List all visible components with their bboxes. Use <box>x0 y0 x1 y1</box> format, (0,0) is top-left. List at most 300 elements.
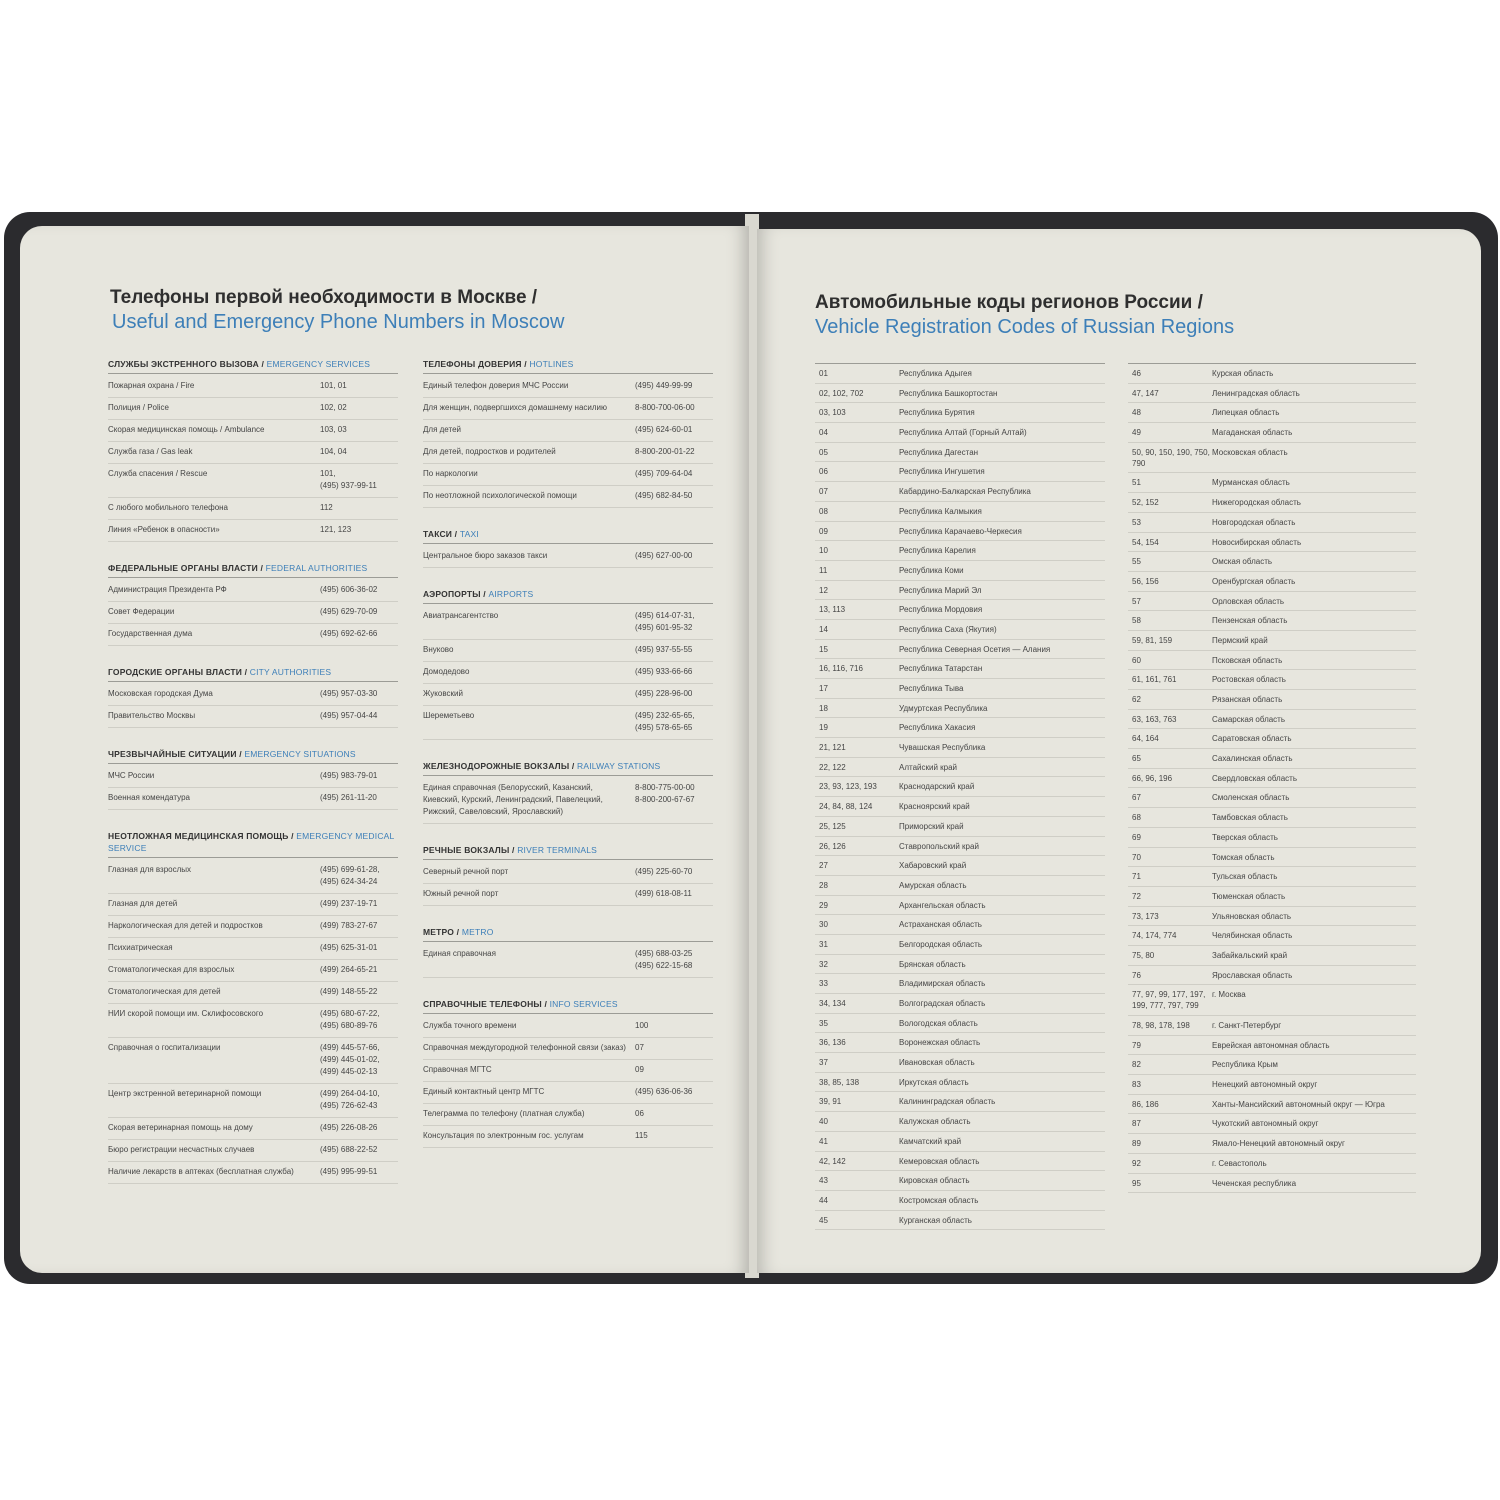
section-heading-ru: СПРАВОЧНЫЕ ТЕЛЕФОНЫ <box>423 999 542 1009</box>
service-name: Единая справочная (Белорусский, Казанский, Киевский, Курский, Ленинградский, Павелецкий, Рижский, Савеловский, Ярославский) <box>423 783 603 816</box>
section-heading-en: RIVER TERMINALS <box>517 845 598 855</box>
region-code-row <box>815 994 1105 1014</box>
phone-number: 100 <box>635 1021 649 1030</box>
region-code: 57 <box>1132 596 1141 606</box>
region-name: Владимирская область <box>899 979 986 989</box>
section-heading-separator: / <box>236 749 245 759</box>
phone-number: (495) 692-62-66 <box>320 629 378 638</box>
directory-row <box>108 1084 398 1118</box>
region-name: Алтайский край <box>899 762 958 772</box>
service-name: Администрация Президента РФ <box>108 585 227 594</box>
region-name: Республика Карелия <box>899 546 976 556</box>
phone-numbers <box>320 964 398 976</box>
directory-row <box>108 938 398 960</box>
region-code-row <box>815 738 1105 758</box>
phone-numbers <box>635 468 713 480</box>
region-name: Самарская область <box>1212 714 1286 724</box>
service-name: Телеграмма по телефону (платная служба) <box>423 1109 585 1118</box>
phone-number: (495) 957-04-44 <box>320 711 378 720</box>
service-name: НИИ скорой помощи им. Склифосовского <box>108 1009 264 1018</box>
phone-number: (495) 606-36-02 <box>320 585 378 594</box>
service-name: Стоматологическая для детей <box>108 987 221 996</box>
phone-numbers <box>320 606 398 618</box>
region-name: Ивановская область <box>899 1058 975 1068</box>
region-name: Республика Коми <box>899 565 964 575</box>
region-code-row <box>1128 552 1416 572</box>
directory-section <box>423 358 713 508</box>
region-code-row <box>815 777 1105 797</box>
region-code: 38, 85, 138 <box>819 1077 860 1087</box>
region-name: Рязанская область <box>1212 695 1283 704</box>
region-name: Республика Тыва <box>899 684 964 693</box>
region-name: Тамбовская область <box>1212 813 1288 823</box>
region-code: 65 <box>1132 754 1141 764</box>
region-codes-column-1 <box>815 363 1105 1230</box>
region-code: 17 <box>819 684 828 693</box>
region-code-row <box>815 364 1105 384</box>
region-code: 46 <box>1132 369 1141 378</box>
region-name: Кабардино-Балкарская Республика <box>899 487 1031 497</box>
directory-row <box>423 684 713 706</box>
phone-number: 06 <box>635 1109 644 1118</box>
directory-row <box>423 1038 713 1060</box>
region-name: Оренбургская область <box>1212 576 1296 586</box>
region-name: Волгоградская область <box>899 999 986 1008</box>
region-code-row <box>1128 867 1416 887</box>
region-name: Липецкая область <box>1212 408 1280 418</box>
region-codes-column-2 <box>1128 363 1416 1193</box>
region-name: Чукотский автономный округ <box>1212 1119 1319 1129</box>
region-name: Тюменская область <box>1212 891 1286 901</box>
region-name: Ненецкий автономный округ <box>1212 1080 1318 1090</box>
region-code-row <box>1128 631 1416 651</box>
region-name: Сахалинская область <box>1212 754 1293 764</box>
section-heading-ru: НЕОТЛОЖНАЯ МЕДИЦИНСКАЯ ПОМОЩЬ <box>108 831 289 841</box>
section-heading-en: FEDERAL AUTHORITIES <box>265 563 368 573</box>
region-code: 11 <box>819 565 828 575</box>
region-code-row <box>815 817 1105 837</box>
phone-number: 104, 04 <box>320 447 347 456</box>
section-heading-separator: / <box>257 563 266 573</box>
phone-number: (495) 627-00-00 <box>635 551 693 560</box>
section-heading <box>108 830 398 858</box>
region-code-row <box>1128 572 1416 592</box>
phone-number: 102, 02 <box>320 403 347 412</box>
region-code-row <box>815 1211 1105 1231</box>
section-heading-en: METRO <box>461 927 494 937</box>
service-name: Московская городская Дума <box>108 689 213 698</box>
directory-section <box>423 926 713 978</box>
directory-row <box>108 916 398 938</box>
directory-row <box>108 420 398 442</box>
section-heading <box>423 528 713 544</box>
region-name: Еврейская автономная область <box>1212 1040 1330 1050</box>
region-code: 43 <box>819 1176 828 1186</box>
phone-number: (499) 445-02-13 <box>320 1067 378 1076</box>
region-code-row <box>1128 1154 1416 1174</box>
region-code: 60 <box>1132 655 1141 665</box>
region-code: 51 <box>1132 478 1141 488</box>
phone-number: (495) 680-89-76 <box>320 1021 378 1030</box>
region-code: 56, 156 <box>1132 576 1159 586</box>
region-name: Республика Марий Эл <box>899 585 982 595</box>
phone-number: (495) 933-66-66 <box>635 667 693 676</box>
region-code-row <box>1128 848 1416 868</box>
phone-number: 101, 01 <box>320 381 347 390</box>
phone-numbers <box>635 644 713 656</box>
region-name: Чувашская Республика <box>899 743 986 753</box>
region-code-row <box>815 955 1105 975</box>
region-code-row <box>815 758 1105 778</box>
directory-row <box>108 1038 398 1084</box>
region-name: Ставропольский край <box>899 841 979 851</box>
section-heading-en: EMERGENCY MEDICAL SERVICE <box>108 831 395 853</box>
phone-numbers <box>320 1144 398 1156</box>
region-name: Курганская область <box>899 1215 972 1225</box>
region-code-row <box>815 640 1105 660</box>
region-code: 52, 152 <box>1132 498 1159 508</box>
region-code-row <box>1128 966 1416 986</box>
service-name: Линия «Ребенок в опасности» <box>108 525 220 534</box>
region-code: 22, 122 <box>819 762 846 772</box>
directory-row <box>423 1082 713 1104</box>
phone-numbers <box>635 610 713 634</box>
region-code: 29 <box>819 900 828 910</box>
phone-numbers <box>635 490 713 502</box>
directory-row <box>423 706 713 740</box>
region-code: 08 <box>819 506 828 516</box>
region-name: Томская область <box>1212 852 1275 862</box>
region-code-row <box>815 482 1105 502</box>
phone-number: (499) 264-04-10, <box>320 1089 380 1098</box>
phone-numbers <box>635 1086 713 1098</box>
directory-row <box>108 1118 398 1140</box>
region-code-row <box>1128 473 1416 493</box>
region-code-row <box>815 600 1105 620</box>
directory-row <box>423 486 713 508</box>
region-code-row <box>1128 1114 1416 1134</box>
phone-number: (495) 726-62-43 <box>320 1101 378 1110</box>
directory-row <box>108 860 398 894</box>
phone-numbers <box>635 710 713 734</box>
region-name: Саратовская область <box>1212 734 1292 744</box>
region-code-row <box>815 384 1105 404</box>
phone-number: (495) 232-65-65, <box>635 711 695 720</box>
phone-number: (495) 699-61-28, <box>320 865 380 874</box>
phone-numbers <box>320 688 398 700</box>
region-name: Кировская область <box>899 1176 970 1186</box>
region-code: 78, 98, 178, 198 <box>1132 1021 1190 1030</box>
region-code: 54, 154 <box>1132 537 1159 547</box>
region-name: Астраханская область <box>899 920 982 930</box>
phone-number: (495) 688-22-52 <box>320 1145 378 1154</box>
directory-section <box>108 562 398 646</box>
region-name: Удмуртская Республика <box>899 703 988 713</box>
region-code-row <box>815 797 1105 817</box>
phone-number: 121, 123 <box>320 525 352 534</box>
region-name: Пензенская область <box>1212 616 1288 626</box>
region-name: Республика Северная Осетия — Алания <box>899 644 1051 654</box>
region-name: Республика Калмыкия <box>899 506 982 516</box>
region-code-row <box>815 856 1105 876</box>
directory-row <box>108 960 398 982</box>
region-name: Кемеровская область <box>899 1156 980 1166</box>
service-name: Центральное бюро заказов такси <box>423 551 548 560</box>
region-code: 10 <box>819 546 828 556</box>
region-name: г. Москва <box>1212 990 1246 1000</box>
region-name: Ярославская область <box>1212 970 1293 980</box>
service-name: Пожарная охрана / Fire <box>108 381 195 390</box>
section-heading-separator: / <box>541 999 550 1009</box>
region-code: 47, 147 <box>1132 388 1159 398</box>
section-heading-en: INFO SERVICES <box>549 999 618 1009</box>
region-name: Тульская область <box>1212 872 1278 882</box>
region-code: 03, 103 <box>819 408 846 418</box>
region-code-row <box>815 659 1105 679</box>
section-heading-ru: ГОРОДСКИЕ ОРГАНЫ ВЛАСТИ <box>108 667 243 677</box>
phone-number: (495) 614-07-31, <box>635 611 695 620</box>
directory-row <box>108 1162 398 1184</box>
phone-numbers <box>320 1042 398 1078</box>
service-name: Для детей <box>423 425 461 434</box>
region-code-row <box>815 679 1105 699</box>
phone-numbers <box>320 920 398 932</box>
region-code: 95 <box>1132 1178 1141 1188</box>
left-page-title-ru: Телефоны первой необходимости в Москве / <box>110 287 538 308</box>
region-code: 89 <box>1132 1139 1141 1149</box>
region-code-row <box>1128 907 1416 927</box>
phone-numbers <box>635 1130 713 1142</box>
service-name: Служба точного времени <box>423 1021 517 1030</box>
region-code: 06 <box>819 467 828 477</box>
region-name: Пермский край <box>1212 635 1268 645</box>
phone-numbers <box>320 524 398 536</box>
region-code-row <box>815 423 1105 443</box>
service-name: Глазная для детей <box>108 899 178 908</box>
directory-row <box>108 706 398 728</box>
region-code: 71 <box>1132 872 1141 882</box>
region-name: Магаданская область <box>1212 428 1293 438</box>
region-name: Республика Хакасия <box>899 723 976 733</box>
service-name: Справочная о госпитализации <box>108 1043 221 1052</box>
region-name: Ульяновская область <box>1212 911 1292 921</box>
region-code-row <box>1128 710 1416 730</box>
service-name: Скорая ветеринарная помощь на дому <box>108 1123 253 1132</box>
directory-row <box>108 442 398 464</box>
region-code-row <box>1128 690 1416 710</box>
service-name: Служба газа / Gas leak <box>108 447 193 456</box>
region-code: 77, 97, 99, 177, 197, 199, 777, 797, 799 <box>1132 990 1206 1011</box>
phone-numbers <box>635 1042 713 1054</box>
service-name: Жуковский <box>423 689 463 698</box>
region-code: 87 <box>1132 1119 1141 1129</box>
service-name: Единый контактный центр МГТС <box>423 1087 545 1096</box>
section-heading-en: EMERGENCY SERVICES <box>266 359 371 369</box>
service-name: Справочная междугородной телефонной связи (заказ) <box>423 1043 626 1052</box>
phone-numbers <box>320 446 398 458</box>
region-code-row <box>815 522 1105 542</box>
region-code: 14 <box>819 624 828 634</box>
region-code-row <box>815 1053 1105 1073</box>
phone-number: 8-800-700-06-00 <box>635 403 695 412</box>
section-heading-en: RAILWAY STATIONS <box>577 761 661 771</box>
phone-number: 8-800-200-67-67 <box>635 795 695 804</box>
phone-number: (495) 682-84-50 <box>635 491 693 500</box>
section-heading-ru: ТЕЛЕФОНЫ ДОВЕРИЯ <box>423 359 522 369</box>
region-name: Курская область <box>1212 369 1274 378</box>
region-code: 86, 186 <box>1132 1099 1159 1109</box>
directory-row <box>108 520 398 542</box>
region-code: 26, 126 <box>819 841 846 851</box>
phone-numbers <box>635 948 713 972</box>
region-code: 27 <box>819 861 828 871</box>
region-code: 23, 93, 123, 193 <box>819 782 877 792</box>
region-name: Челябинская область <box>1212 931 1293 941</box>
region-name: Камчатский край <box>899 1136 962 1146</box>
phone-number: (499) 237-19-71 <box>320 899 378 908</box>
phone-number: (495) 228-96-00 <box>635 689 693 698</box>
section-heading-separator: / <box>258 359 267 369</box>
region-code: 33 <box>819 979 828 989</box>
region-code: 49 <box>1132 428 1141 438</box>
region-name: Смоленская область <box>1212 793 1290 803</box>
region-code-row <box>1128 729 1416 749</box>
directory-row <box>423 778 713 824</box>
service-name: Наркологическая для детей и подростков <box>108 921 263 930</box>
service-name: Южный речной порт <box>423 889 499 898</box>
region-name: Ямало-Ненецкий автономный округ <box>1212 1139 1345 1149</box>
phone-numbers <box>635 402 713 414</box>
region-code-row <box>1128 1055 1416 1075</box>
region-code-row <box>815 620 1105 640</box>
section-heading-separator: / <box>521 359 530 369</box>
directory-section <box>108 666 398 728</box>
phone-numbers <box>320 792 398 804</box>
region-name: Омская область <box>1212 557 1273 567</box>
phone-number: (495) 261-11-20 <box>320 793 377 802</box>
region-code: 67 <box>1132 793 1141 803</box>
phone-numbers <box>635 550 713 562</box>
section-heading-separator: / <box>242 667 250 677</box>
region-code: 37 <box>819 1058 828 1068</box>
directory-row <box>423 1060 713 1082</box>
phone-numbers <box>635 1108 713 1120</box>
service-name: Внуково <box>423 645 454 654</box>
phone-number: 07 <box>635 1043 644 1052</box>
directory-row <box>423 398 713 420</box>
service-name: Авиатрансагентство <box>423 611 499 620</box>
region-code: 53 <box>1132 517 1141 527</box>
region-code-row <box>815 502 1105 522</box>
section-heading <box>423 588 713 604</box>
directory-row <box>108 498 398 520</box>
region-code-row <box>1128 493 1416 513</box>
section-heading <box>423 358 713 374</box>
service-name: Консультация по электронным гос. услугам <box>423 1131 584 1140</box>
region-code: 61, 161, 761 <box>1132 675 1177 685</box>
phone-numbers <box>320 380 398 392</box>
section-heading-ru: ЧРЕЗВЫЧАЙНЫЕ СИТУАЦИИ <box>108 749 237 759</box>
directory-row <box>423 376 713 398</box>
region-code: 74, 174, 774 <box>1132 931 1177 941</box>
phone-number: (495) 578-65-65 <box>635 723 693 732</box>
phone-numbers <box>320 468 398 492</box>
region-code: 31 <box>819 939 828 949</box>
region-name: Чеченская республика <box>1212 1178 1297 1188</box>
service-name: Глазная для взрослых <box>108 865 192 874</box>
region-code-row <box>1128 423 1416 443</box>
section-heading-en: AIRPORTS <box>488 589 534 599</box>
phone-numbers <box>635 782 713 818</box>
region-code-row <box>815 1132 1105 1152</box>
region-code: 18 <box>819 703 828 713</box>
region-code: 48 <box>1132 408 1141 418</box>
phone-numbers <box>320 1088 398 1112</box>
region-code-row <box>815 1171 1105 1191</box>
directory-row <box>108 1140 398 1162</box>
section-heading <box>108 748 398 764</box>
region-code-row <box>815 443 1105 463</box>
region-code-row <box>1128 1075 1416 1095</box>
region-code: 07 <box>819 487 828 497</box>
region-name: Ленинградская область <box>1212 388 1300 398</box>
region-code-row <box>815 581 1105 601</box>
service-name: Наличие лекарств в аптеках (бесплатная служба) <box>108 1167 294 1176</box>
service-name: Правительство Москвы <box>108 711 196 720</box>
region-code-row <box>1128 946 1416 966</box>
directory-row <box>108 982 398 1004</box>
section-heading-separator: / <box>288 831 297 841</box>
region-code-row <box>1128 828 1416 848</box>
region-code: 09 <box>819 526 828 536</box>
phone-number: (495) 226-08-26 <box>320 1123 378 1132</box>
region-code-row <box>815 699 1105 719</box>
directory-row <box>108 602 398 624</box>
directory-section <box>423 528 713 568</box>
directory-row <box>423 1016 713 1038</box>
service-name: Для женщин, подвергшихся домашнему насилию <box>423 403 608 412</box>
region-name: Ханты-Мансийский автономный округ — Югра <box>1212 1099 1385 1109</box>
region-code: 63, 163, 763 <box>1132 714 1177 724</box>
phone-numbers <box>635 888 713 900</box>
left-column-2 <box>423 358 713 1168</box>
phone-numbers <box>635 424 713 436</box>
directory-section <box>423 760 713 824</box>
region-code-row <box>1128 926 1416 946</box>
service-name: Служба спасения / Rescue <box>108 469 208 478</box>
region-name: г. Севастополь <box>1212 1158 1267 1168</box>
region-code: 82 <box>1132 1060 1141 1070</box>
region-name: Республика Алтай (Горный Алтай) <box>899 428 1027 438</box>
region-code-row <box>1128 651 1416 671</box>
service-name: Справочная МГТС <box>423 1065 492 1074</box>
region-code: 28 <box>819 880 828 890</box>
region-code: 04 <box>819 428 828 438</box>
region-code-row <box>1128 384 1416 404</box>
region-code-row <box>815 1033 1105 1053</box>
region-code-row <box>815 1073 1105 1093</box>
region-name: Республика Дагестан <box>899 447 979 457</box>
left-column-1 <box>108 358 398 1204</box>
service-name: Стоматологическая для взрослых <box>108 965 235 974</box>
region-code: 92 <box>1132 1158 1141 1168</box>
section-heading-separator: / <box>480 589 489 599</box>
region-code: 32 <box>819 959 828 969</box>
region-name: Белгородская область <box>899 939 982 949</box>
region-code-row <box>815 718 1105 738</box>
region-code: 72 <box>1132 891 1141 901</box>
phone-number: (495) 225-60-70 <box>635 867 693 876</box>
